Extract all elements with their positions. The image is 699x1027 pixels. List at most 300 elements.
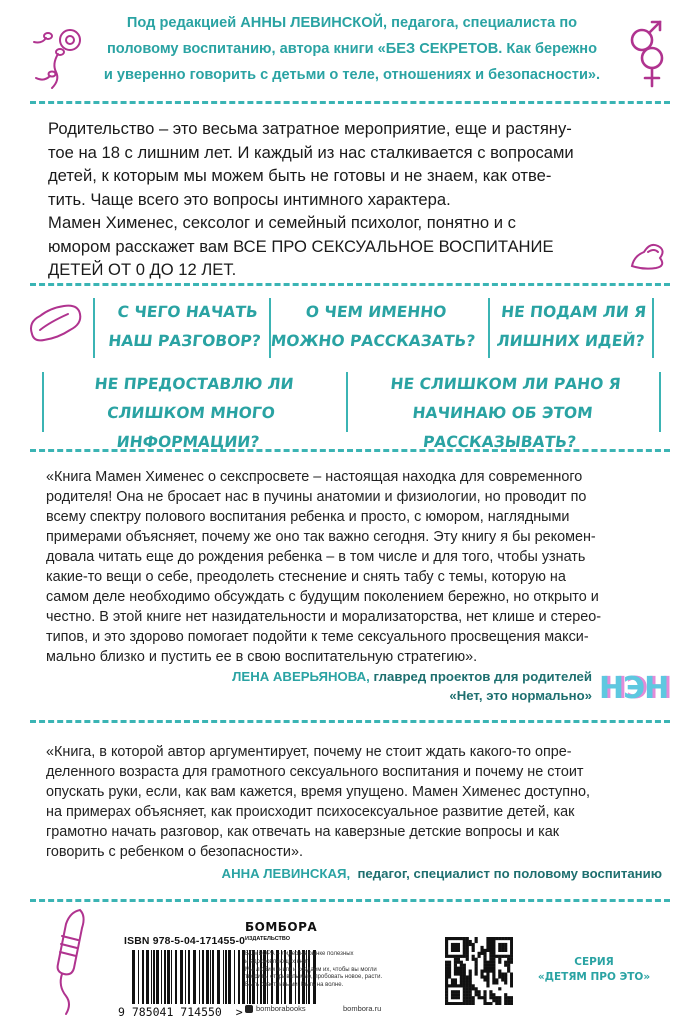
qr-module	[480, 975, 483, 978]
qr-module	[463, 975, 466, 978]
qr-module	[463, 999, 466, 1002]
qr-module	[504, 996, 507, 999]
website-link[interactable]: bombora.ru	[343, 1004, 382, 1013]
qr-module	[510, 949, 513, 952]
qr-module	[466, 987, 469, 990]
qr-module	[472, 958, 475, 961]
barcode-bar	[180, 950, 183, 1004]
qr-module	[498, 999, 501, 1002]
qr-module	[495, 981, 498, 984]
qr-module	[466, 990, 469, 993]
barcode-bar	[171, 950, 172, 1004]
qr-module	[451, 978, 454, 981]
qr-module	[466, 958, 469, 961]
qr-module	[489, 1002, 492, 1005]
qr-module	[478, 955, 481, 958]
barcode-bar	[238, 950, 240, 1004]
qr-module	[483, 993, 486, 996]
qr-module	[510, 996, 513, 999]
qr-module	[454, 993, 457, 996]
qr-module	[501, 937, 504, 940]
qr-module	[475, 967, 478, 970]
publisher-description	[245, 951, 425, 990]
qr-module	[486, 975, 489, 978]
qr-module	[489, 993, 492, 996]
lead-line: Родительство – это весьма затратное мероприятие, еще и растяну-	[48, 119, 572, 138]
question-line: НЕ ПРЕДОСТАВЛЮ ЛИ	[93, 375, 295, 393]
qr-module	[492, 958, 495, 961]
qr-module	[463, 949, 466, 952]
qr-module	[448, 967, 451, 970]
qr-module	[478, 996, 481, 999]
qr-module	[451, 946, 454, 949]
qr-module	[495, 1002, 498, 1005]
qr-module	[489, 996, 492, 999]
qr-module	[501, 949, 504, 952]
qr-module	[483, 961, 486, 964]
barcode-bar	[199, 950, 200, 1004]
qr-module	[480, 952, 483, 955]
desc-line: Мы любим книги и создаем их, чтобы вы могли	[245, 966, 377, 973]
qr-module	[454, 981, 457, 984]
review-line: деленного возраста для грамотного сексуального воспитания и почему не стоит	[46, 764, 584, 780]
qr-module	[486, 978, 489, 981]
qr-module	[472, 999, 475, 1002]
qr-module	[475, 970, 478, 973]
series-label	[534, 955, 654, 985]
barcode-bar	[161, 950, 162, 1004]
qr-module	[507, 958, 510, 961]
qr-module	[457, 946, 460, 949]
qr-module	[469, 975, 472, 978]
qr-module	[498, 943, 501, 946]
qr-module	[469, 940, 472, 943]
qr-module	[472, 949, 475, 952]
qr-module	[498, 937, 501, 940]
barcode-bar	[234, 950, 235, 1004]
qr-module	[489, 937, 492, 940]
qr-module	[510, 1002, 513, 1005]
question-line: МОЖНО РАССКАЗАТЬ?	[269, 332, 477, 350]
review-line: «Книга Мамен Хименес о секспросвете – настоящая находка для современного	[46, 469, 583, 485]
qr-module	[445, 955, 448, 958]
question-too-early	[345, 370, 659, 457]
qr-module	[466, 984, 469, 987]
qr-module	[445, 996, 448, 999]
qr-module	[492, 972, 495, 975]
qr-module	[507, 996, 510, 999]
review-line: мально близко и пустить ее в свою воспитательную стратегию».	[46, 649, 478, 665]
qr-module	[460, 1002, 463, 1005]
qr-module	[486, 961, 489, 964]
qr-module	[498, 958, 501, 961]
barcode-bar	[164, 950, 166, 1004]
qr-module	[463, 946, 466, 949]
qr-module	[454, 946, 457, 949]
qr-module	[451, 993, 454, 996]
qr-module	[501, 975, 504, 978]
publisher-logo: БОМБОРА	[245, 920, 318, 934]
series-line: «ДЕТЯМ ПРО ЭТО»	[537, 971, 651, 983]
qr-code[interactable]	[445, 937, 513, 1005]
qr-module	[498, 996, 501, 999]
publisher-sub: ИЗДАТЕЛЬСТВО	[245, 936, 291, 942]
lead-paragraph	[48, 117, 658, 282]
social-icon	[245, 1005, 253, 1013]
qr-module	[469, 970, 472, 973]
qr-module	[510, 975, 513, 978]
barcode-arrow: >	[235, 1005, 243, 1019]
qr-module	[445, 946, 448, 949]
barcode-bar	[132, 950, 135, 1004]
qr-module	[492, 978, 495, 981]
lead-line: тое на 18 с лишним лет. И каждый из нас сталкивается с вопросами	[48, 142, 574, 162]
qr-module	[489, 940, 492, 943]
qr-module	[463, 987, 466, 990]
intro-line: и уверенно говорить с детьми о теле, отношениях и безопасности».	[103, 67, 601, 83]
qr-module	[501, 943, 504, 946]
qr-module	[454, 984, 457, 987]
review-signature	[100, 864, 662, 884]
qr-module	[492, 961, 495, 964]
qr-module	[498, 1002, 501, 1005]
qr-module	[504, 961, 507, 964]
qr-module	[463, 996, 466, 999]
qr-module	[460, 975, 463, 978]
qr-module	[492, 937, 495, 940]
barcode-bar	[153, 950, 155, 1004]
barcode-bar	[146, 950, 149, 1004]
lead-line	[48, 235, 658, 259]
lead-highlight: ВСЕ ПРО СЕКСУАЛЬНОЕ ВОСПИТАНИЕ	[233, 236, 554, 256]
qr-module	[486, 964, 489, 967]
barcode-bar	[210, 950, 211, 1004]
qr-module	[448, 1002, 451, 1005]
barcode-bar	[202, 950, 204, 1004]
qr-module	[507, 937, 510, 940]
qr-module	[463, 937, 466, 940]
qr-module	[463, 955, 466, 958]
qr-module	[445, 937, 448, 940]
qr-module	[463, 1002, 466, 1005]
qr-module	[454, 972, 457, 975]
qr-module	[483, 964, 486, 967]
qr-module	[498, 946, 501, 949]
barcode-bar	[188, 950, 190, 1004]
qr-module	[489, 943, 492, 946]
section-divider	[30, 899, 670, 902]
qr-module	[480, 946, 483, 949]
question-start-conversation	[93, 298, 279, 356]
question-line: С ЧЕГО НАЧАТЬ	[116, 303, 259, 321]
qr-module	[466, 981, 469, 984]
review-line: родителя! Она не бросает нас в пучины анатомии и физиологии, но проводит по	[46, 489, 587, 505]
qr-module	[454, 996, 457, 999]
qr-module	[510, 972, 513, 975]
qr-module	[460, 972, 463, 975]
qr-module	[472, 943, 475, 946]
reviewer-name: АННА ЛЕВИНСКАЯ,	[221, 866, 351, 881]
qr-module	[492, 967, 495, 970]
qr-module	[495, 999, 498, 1002]
qr-module	[454, 955, 457, 958]
qr-module	[475, 993, 478, 996]
qr-module	[510, 961, 513, 964]
qr-module	[504, 949, 507, 952]
qr-module	[457, 943, 460, 946]
qr-module	[445, 949, 448, 952]
qr-module	[504, 943, 507, 946]
qr-module	[492, 970, 495, 973]
qr-module	[448, 972, 451, 975]
question-line: НЕ СЛИШКОМ ЛИ РАНО Я	[389, 375, 622, 393]
qr-module	[457, 970, 460, 973]
qr-module	[501, 972, 504, 975]
qr-module	[489, 952, 492, 955]
qr-module	[472, 946, 475, 949]
qr-module	[451, 949, 454, 952]
qr-module	[460, 970, 463, 973]
qr-module	[466, 993, 469, 996]
qr-module	[495, 978, 498, 981]
question-bar	[42, 372, 44, 432]
qr-module	[466, 996, 469, 999]
qr-module	[463, 940, 466, 943]
social-handle[interactable]: bomborabooks	[256, 1004, 306, 1013]
qr-module	[445, 981, 448, 984]
qr-module	[501, 978, 504, 981]
qr-module	[489, 961, 492, 964]
qr-module	[486, 981, 489, 984]
tampon-icon	[54, 906, 90, 1016]
qr-module	[504, 955, 507, 958]
qr-module	[483, 990, 486, 993]
qr-module	[492, 999, 495, 1002]
qr-module	[478, 993, 481, 996]
qr-module	[486, 940, 489, 943]
qr-module	[495, 937, 498, 940]
qr-module	[454, 967, 457, 970]
qr-module	[466, 975, 469, 978]
qr-module	[483, 949, 486, 952]
qr-module	[483, 970, 486, 973]
qr-module	[454, 937, 457, 940]
lead-text: юмором расскажет вам	[48, 236, 234, 256]
qr-module	[463, 984, 466, 987]
intro-line: половому воспитанию, автора книги «БЕЗ СЕКРЕТОВ. Как бережно	[106, 41, 598, 57]
qr-module	[463, 952, 466, 955]
review-line: честно. В этой книге нет назидательности и морализаторства, нет клише и стерео-	[46, 609, 602, 625]
qr-module	[504, 975, 507, 978]
qr-module	[478, 952, 481, 955]
qr-module	[483, 967, 486, 970]
qr-module	[489, 958, 492, 961]
qr-module	[492, 996, 495, 999]
review-line: говорить с ребенком о безопасности».	[46, 844, 303, 860]
qr-module	[472, 955, 475, 958]
qr-module	[492, 955, 495, 958]
qr-module	[451, 984, 454, 987]
qr-module	[457, 955, 460, 958]
qr-module	[466, 937, 469, 940]
qr-module	[445, 990, 448, 993]
qr-module	[457, 961, 460, 964]
qr-module	[454, 978, 457, 981]
qr-module	[483, 978, 486, 981]
qr-module	[457, 996, 460, 999]
qr-module	[454, 970, 457, 973]
qr-module	[463, 943, 466, 946]
desc-line: БОМБОРА – лидер на рынке полезных	[245, 951, 354, 957]
qr-module	[475, 961, 478, 964]
qr-module	[469, 984, 472, 987]
qr-module	[483, 958, 486, 961]
qr-module	[469, 943, 472, 946]
review-line: самом деле необходимо обсуждать с будущим поколением бережно, но открыто и	[46, 589, 599, 605]
qr-module	[448, 970, 451, 973]
qr-module	[510, 946, 513, 949]
review-line: на примерах объясняет, как происходит психосексуальное развитие детей, как	[46, 804, 575, 820]
qr-module	[492, 975, 495, 978]
qr-module	[504, 981, 507, 984]
barcode-number: 9 785041 714550	[118, 1005, 222, 1019]
qr-module	[457, 958, 460, 961]
qr-module	[489, 970, 492, 973]
qr-module	[466, 949, 469, 952]
qr-module	[466, 1002, 469, 1005]
question-line: СЛИШКОМ МНОГО ИНФОРМАЦИИ?	[106, 404, 276, 451]
qr-module	[475, 987, 478, 990]
qr-module	[486, 972, 489, 975]
barcode-bar	[185, 950, 186, 1004]
review-line: «Книга, в которой автор аргументирует, почему не стоит ждать какого-то опре-	[46, 744, 572, 760]
qr-module	[451, 981, 454, 984]
qr-module	[463, 972, 466, 975]
qr-module	[469, 996, 472, 999]
qr-module	[460, 981, 463, 984]
qr-module	[463, 990, 466, 993]
qr-module	[507, 955, 510, 958]
qr-module	[457, 972, 460, 975]
qr-module	[460, 978, 463, 981]
qr-module	[448, 937, 451, 940]
qr-module	[460, 984, 463, 987]
qr-module	[469, 972, 472, 975]
qr-module	[454, 958, 457, 961]
review-signature	[150, 667, 592, 705]
qr-module	[504, 946, 507, 949]
review-averyanova	[46, 467, 666, 667]
barcode-bar	[193, 950, 196, 1004]
qr-module	[510, 999, 513, 1002]
qr-module	[463, 964, 466, 967]
qr-module	[460, 967, 463, 970]
review-levinskaya	[46, 742, 666, 862]
series-line: СЕРИЯ	[574, 956, 614, 968]
qr-module	[457, 967, 460, 970]
qr-module	[445, 978, 448, 981]
qr-module	[466, 978, 469, 981]
question-line: НАЧИНАЮ ОБ ЭТОМ РАССКАЗЫВАТЬ?	[411, 404, 594, 451]
qr-module	[457, 990, 460, 993]
qr-module	[507, 961, 510, 964]
qr-module	[510, 940, 513, 943]
question-what-to-tell	[269, 298, 480, 356]
barcode-bar	[151, 950, 152, 1004]
qr-module	[445, 952, 448, 955]
qr-module	[492, 981, 495, 984]
qr-module	[454, 943, 457, 946]
qr-module	[445, 1002, 448, 1005]
qr-module	[451, 943, 454, 946]
qr-module	[448, 964, 451, 967]
barcode-bar	[138, 950, 139, 1004]
qr-module	[457, 984, 460, 987]
qr-module	[489, 967, 492, 970]
qr-module	[466, 955, 469, 958]
qr-module	[498, 987, 501, 990]
qr-module	[480, 972, 483, 975]
qr-module	[510, 937, 513, 940]
barcode-bar	[217, 950, 220, 1004]
section-divider	[30, 449, 670, 452]
qr-module	[460, 961, 463, 964]
gender-symbols-icon	[618, 12, 678, 92]
qr-module	[454, 990, 457, 993]
qr-module	[486, 946, 489, 949]
qr-module	[510, 978, 513, 981]
qr-module	[472, 984, 475, 987]
qr-module	[483, 996, 486, 999]
question-line: О ЧЕМ ИМЕННО	[304, 303, 448, 321]
qr-module	[486, 967, 489, 970]
qr-module	[463, 970, 466, 973]
qr-module	[472, 996, 475, 999]
reviewer-project: «Нет, это нормально»	[449, 688, 592, 703]
question-extra-ideas	[489, 298, 655, 356]
qr-module	[457, 937, 460, 940]
qr-module	[492, 964, 495, 967]
qr-module	[454, 964, 457, 967]
qr-module	[507, 999, 510, 1002]
qr-module	[469, 978, 472, 981]
editor-intro	[52, 10, 652, 88]
review-line: довала читать еще до рождения ребенка – в том числе и для того, чтобы узнать	[46, 549, 586, 565]
qr-module	[501, 946, 504, 949]
qr-module	[451, 1002, 454, 1005]
barcode-bar	[225, 950, 227, 1004]
qr-module	[501, 955, 504, 958]
qr-module	[445, 999, 448, 1002]
qr-module	[507, 1002, 510, 1005]
qr-module	[504, 972, 507, 975]
qr-module	[463, 993, 466, 996]
qr-module	[480, 949, 483, 952]
qr-module	[498, 970, 501, 973]
qr-module	[475, 964, 478, 967]
qr-module	[448, 984, 451, 987]
qr-module	[510, 984, 513, 987]
qr-module	[510, 943, 513, 946]
qr-module	[495, 955, 498, 958]
qr-module	[475, 937, 478, 940]
question-line: ЛИШНИХ ИДЕЙ?	[495, 332, 646, 350]
qr-module	[469, 990, 472, 993]
desc-line: и вдохновляющих книг.	[245, 958, 310, 965]
qr-module	[498, 972, 501, 975]
qr-module	[466, 952, 469, 955]
qr-module	[492, 952, 495, 955]
